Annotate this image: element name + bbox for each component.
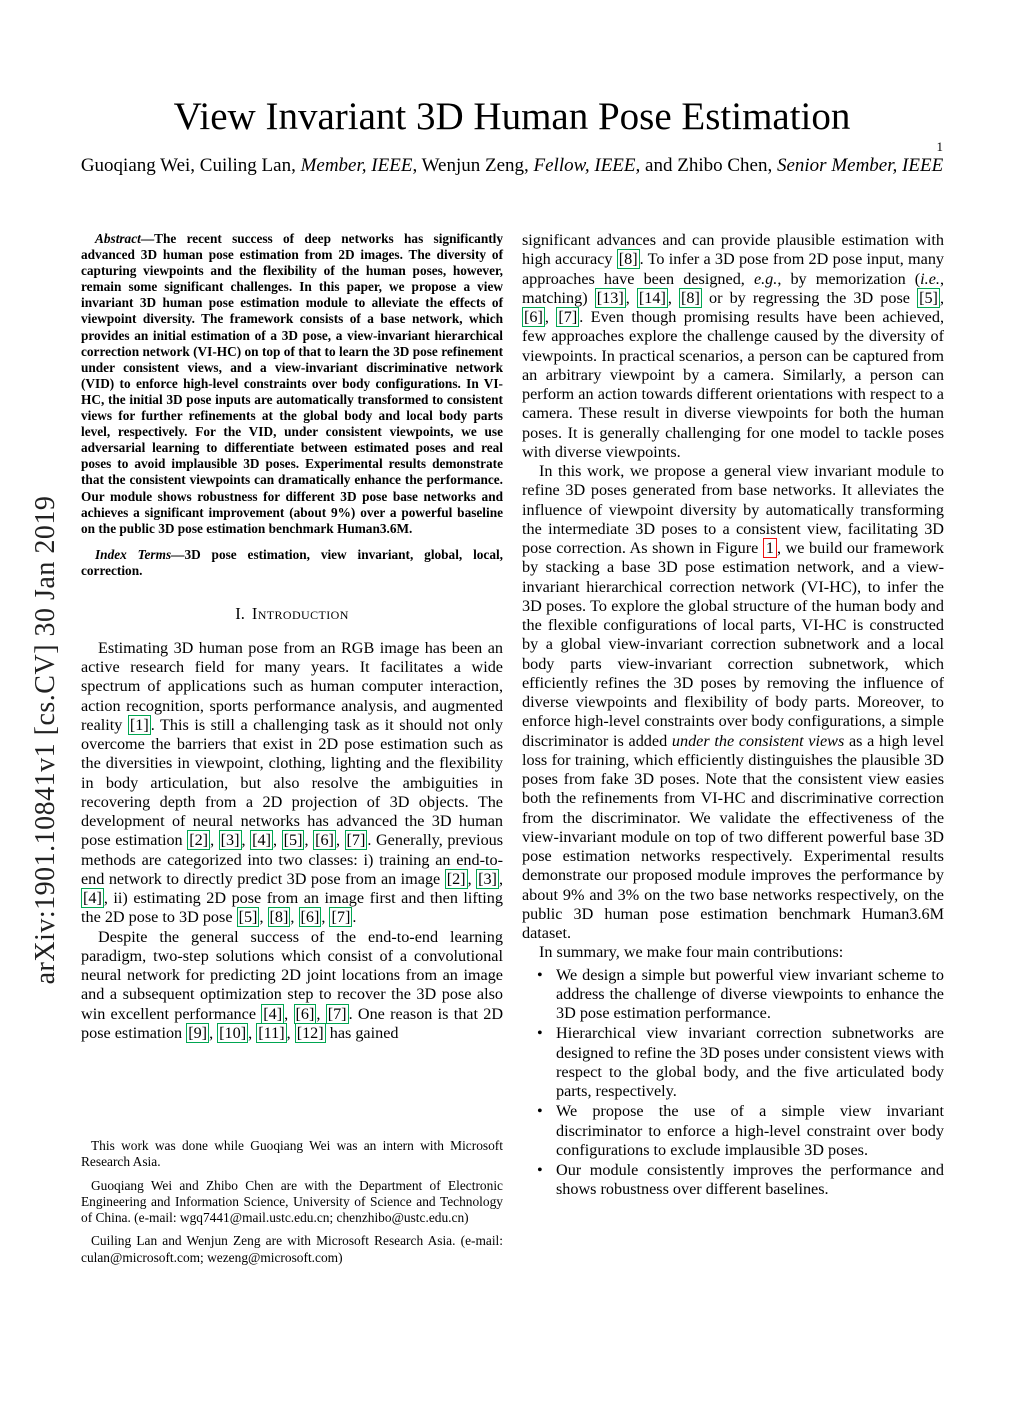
citation-link[interactable]: [8] bbox=[618, 250, 638, 269]
citation-link[interactable]: [5] bbox=[919, 288, 938, 307]
citation-link[interactable]: [13] bbox=[596, 288, 624, 307]
citation-link[interactable]: [7] bbox=[346, 831, 366, 850]
citation-link[interactable]: [14] bbox=[638, 288, 666, 307]
citation-link[interactable]: [5] bbox=[238, 908, 258, 927]
two-column-body bbox=[81, 231, 944, 1266]
italic-text: under the consistent views bbox=[671, 731, 845, 750]
contributions-list bbox=[522, 966, 944, 1200]
footnote-affiliation-msra: Cuiling Lan and Wenjun Zeng are with Microsoft Research Asia. (e-mail: culan@microsoft.com; wezeng@microsoft.com) bbox=[81, 1233, 503, 1265]
citation-link[interactable]: [8] bbox=[269, 908, 289, 927]
index-terms-paragraph: Index Terms—3D pose estimation, view invariant, global, local, correction. bbox=[81, 546, 503, 578]
citation-link[interactable]: [4] bbox=[263, 1004, 283, 1023]
footnote-internship: This work was done while Guoqiang Wei was an intern with Microsoft Research Asia. bbox=[81, 1137, 503, 1170]
citation-link[interactable]: [6] bbox=[300, 908, 320, 927]
citation-link[interactable]: [6] bbox=[295, 1004, 315, 1023]
arxiv-stamp: arXiv:1901.10841v1 [cs.CV] 30 Jan 2019 bbox=[30, 495, 61, 985]
citation-link[interactable]: [11] bbox=[258, 1023, 285, 1042]
intro-paragraph-2: Despite the general success of the end-to-end learning paradigm, two-step solutions which consist of a convolutional neural network for predicting 2D joint locations from an image and a subsequent optimization step to recover the 3D pose also win excellent performance [4] , [6] , [7] . One reason is that 2D pose estimation [9] , [10] , [11] , [12] has gained bbox=[81, 927, 504, 1042]
body-paragraph-framework: In this work, we propose a general view invariant module to refine 3D poses generated from base networks. It alleviates the influence of viewpoint diversity by automatically transforming the intermediate 3D poses to a consistent view, facilitating 3D pose correction. As shown in Figure 1 , we build our framework by stacking a base 3D pose estimation network, and a view-invariant hierarchical correction network (VI-HC), to infer the 3D poses. To explore the global structure of the human body and the flexible configurations of local parts, VI-HC is constructed by a global view-invariant correction subnetwork and a local body parts view-invariant correction subnetwork, which efficiently refines the 3D poses by removing the influence of diverse viewpoints and flexibility of body parts. Moreover, to enforce high-level constraints over body configurations, a simple discriminator is added under the consistent views as a high level loss for training, which efficiently distinguishes the plausible 3D poses from fake 3D poses. Note that the consistent view easies both the refinements from VI-HC and discriminative correction from the discriminator. We validate the effectiveness of the view-invariant module on top of two different powerful base 3D pose estimation networks respectively. Experimental results demonstrate our proposed module improves the performance by about 9% and 3% on the two base networks respectively, on the public 3D human pose estimation benchmark Human3.6M dataset. bbox=[522, 462, 945, 942]
contribution-item: • Hierarchical view invariant correction subnetworks are designed to refine the 3D poses under consistent views with respect to the global body, and the five articulated body parts, respectively. bbox=[556, 1024, 944, 1101]
italic-text: i.e. bbox=[920, 269, 940, 288]
citation-link[interactable]: [7] bbox=[331, 908, 351, 927]
citation-link[interactable]: [7] bbox=[327, 1004, 347, 1023]
section-heading-introduction bbox=[81, 604, 503, 624]
footnote-affiliation-ustc: Guoqiang Wei and Zhibo Chen are with the Department of Electronic Engineering and Information Science, University of Science and Technology of China. (e-mail: wgq7441@mail.ustc.edu.cn; chenzhibo@ustc.edu.cn) bbox=[81, 1177, 503, 1226]
citation-link[interactable]: [7] bbox=[558, 308, 578, 326]
contribution-item: • We propose the use of a simple view invariant discriminator to enforce a high-level constraint over body configurations to exclude implausible 3D poses. bbox=[556, 1102, 944, 1160]
citation-link[interactable]: [5] bbox=[283, 831, 303, 850]
contribution-item: • Our module consistently improves the performance and shows robustness over different baselines. bbox=[556, 1161, 944, 1200]
right-column bbox=[522, 231, 944, 1266]
intro-paragraph-1: Estimating 3D human pose from an RGB image has been an active research field for many years. It facilitates a wide spectrum of applications such as human computer interaction, action recognition, sports performance analysis, and augmented reality [1] . This is still a challenging task as it should not only overcome the barriers that exist in 2D pose estimation such as the diversities in viewpoint, clothing, lighting and the flexibility in body articulation, but also resolve the ambiguities in recovering depth from a 2D projection of 3D objects. The development of neural networks has advanced the 3D human pose estimation [2] , [3] , [4] , [5] , [6] , [7] . Generally, previous methods are categorized into two classes: i) training an end-to-end network to directly predict 3D pose from an image [2] , [3] , [4] , ii) estimating 2D pose from an image first and then lifting the 2D pose to 3D pose [5] , [8] , [6] , [7] . bbox=[81, 638, 504, 927]
citation-link[interactable]: [1] bbox=[129, 715, 149, 734]
citation-link[interactable]: [6] bbox=[315, 831, 334, 850]
citation-link[interactable]: [10] bbox=[219, 1023, 247, 1042]
contribution-item: • We design a simple but powerful view invariant scheme to address the challenge of diverse viewpoints to enhance the 3D pose estimation performance. bbox=[556, 966, 944, 1024]
italic-text: Abstract bbox=[95, 231, 141, 246]
paper-title: View Invariant 3D Human Pose Estimation bbox=[173, 95, 851, 138]
italic-text: Member, IEEE bbox=[300, 155, 413, 176]
citation-link[interactable]: [6] bbox=[524, 308, 543, 326]
body-paragraph-continued: significant advances and can provide plausible estimation with high accuracy [8] . To infer a 3D pose from 2D pose input, many approaches have been designed, e.g., by memorization (i.e., matching) [13] , [14] , [8] or by regressing the 3D pose [5] , [6] , [7] . Even though promising results have been achieved, few approaches explore the challenge caused by the diversity of viewpoints. In practical scenarios, a person can be captured from an arbitrary viewpoint by a camera. Similarly, a person can perform an action towards different orientations with respect to a camera. These result in diverse viewpoints for both the human poses. It is generally challenging for one model to tackle poses with diverse viewpoints. bbox=[522, 231, 945, 461]
italic-text: Fellow, IEEE, bbox=[533, 155, 641, 176]
citation-link[interactable]: [4] bbox=[252, 831, 271, 850]
footnote-block bbox=[81, 1131, 503, 1266]
citation-link[interactable]: [9] bbox=[188, 1023, 208, 1042]
author-line: Guoqiang Wei, Cuiling Lan, Member, IEEE, Wenjun Zeng, Fellow, IEEE, and Zhibo Chen, Senior Member, IEEE bbox=[80, 155, 944, 176]
section-number: I. bbox=[235, 603, 245, 623]
left-column bbox=[81, 231, 503, 1266]
citation-link[interactable]: [2] bbox=[446, 869, 466, 888]
contributions-intro: In summary, we make four main contributions: bbox=[539, 943, 844, 962]
abstract-paragraph: Abstract—The recent success of deep networks has significantly advanced 3D human pose estimation from 2D images. The diversity of capturing viewpoints and the flexibility of the human poses, however, remain some significant challenges. In this paper, we propose a view invariant 3D human pose estimation module to alleviate the effects of viewpoint diversity. The framework consists of a base network, which provides an initial estimation of a 3D pose, a view-invariant hierarchical correction network (VI-HC) on top of that to learn the 3D pose refinement under consistent views, and a view-invariant discriminative network (VID) to enforce high-level constraints over body configurations. In VI-HC, the initial 3D pose inputs are automatically transformed to consistent views for further refinements at the global body and local body parts level, respectively. For the VID, under consistent viewpoints, we use adversarial learning to differentiate between estimated poses and real poses to avoid implausible 3D poses. Experimental results demonstrate that the consistent viewpoints can dramatically enhance the performance. Our module shows robustness for different 3D pose base networks and achieves a significant improvement (about 9%) over a powerful baseline on the public 3D pose estimation benchmark Human3.6M. bbox=[81, 231, 503, 536]
citation-link[interactable]: [3] bbox=[478, 869, 497, 888]
citation-link[interactable]: [2] bbox=[189, 831, 209, 850]
italic-text: e.g. bbox=[753, 269, 778, 288]
citation-link[interactable]: [12] bbox=[296, 1023, 324, 1042]
citation-link[interactable]: [4] bbox=[83, 889, 102, 908]
figure-reference-link[interactable]: 1 bbox=[763, 538, 777, 558]
citation-link[interactable]: [3] bbox=[220, 831, 240, 850]
section-title: Introduction bbox=[251, 603, 349, 623]
italic-text: Senior Member, IEEE bbox=[776, 155, 944, 176]
italic-text: Index Terms bbox=[95, 546, 172, 562]
citation-link[interactable]: [8] bbox=[681, 288, 700, 307]
page-number: 1 bbox=[936, 139, 943, 154]
